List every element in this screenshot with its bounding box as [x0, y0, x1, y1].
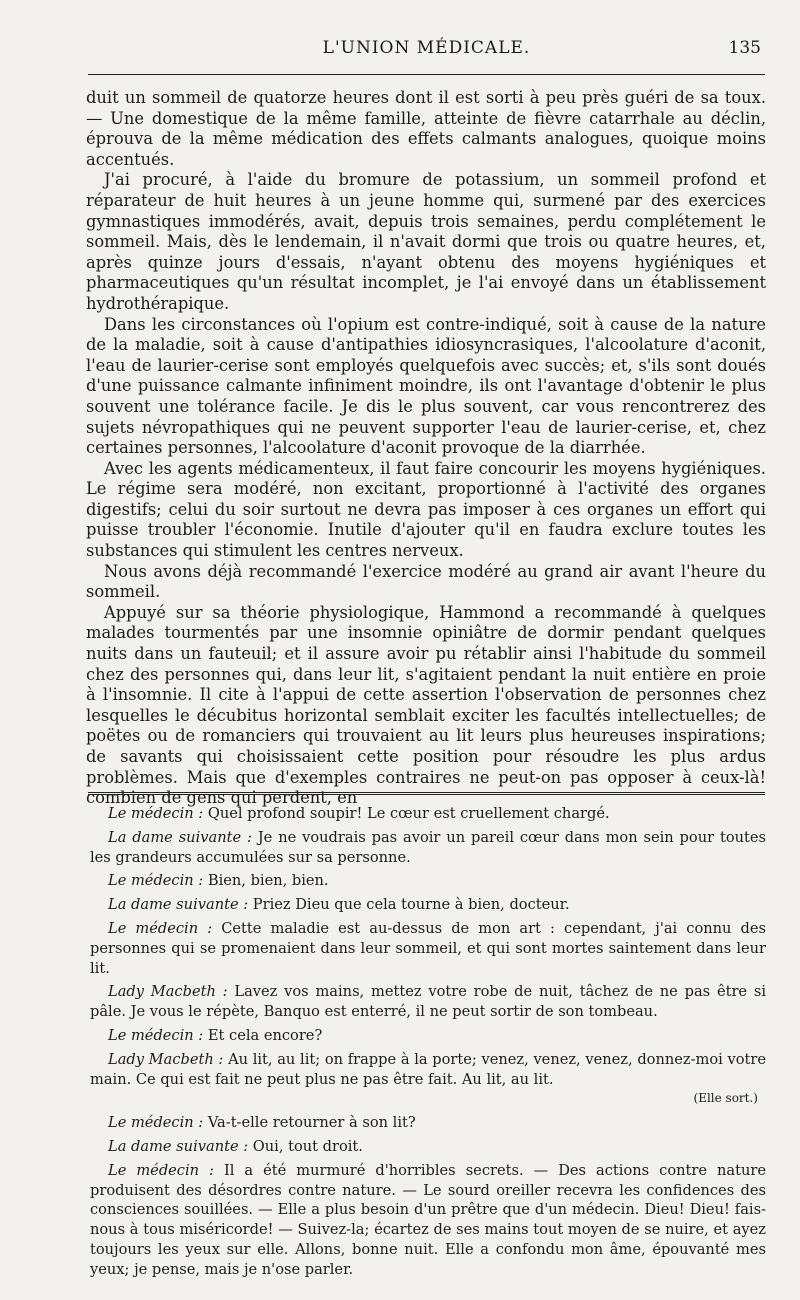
paragraph: duit un sommeil de quatorze heures dont il est sorti à peu près guéri de sa toux. — Une domestique de la même famille, atteinte de fièvre catarrhale au déclin, éprouva de la même médication des effets calmants analogues, quoique moins accentués. — [86, 88, 766, 169]
speaker: Le médecin : — [108, 919, 213, 937]
speaker: Le médecin : — [108, 1114, 204, 1132]
stage-direction: (Elle sort.) — [693, 1091, 758, 1106]
running-title: L'UNION MÉDICALE. — [322, 38, 531, 58]
paragraph: J'ai procuré, à l'aide du bromure de potassium, un sommeil profond et réparateur de huit heures à un jeune homme qui, surmené par des exercices gymnastiques immodérés, avait, depuis trois semaines, perdu complétement le sommeil. Mais, dès le lendemain, il n'avait dormi que trois ou quatre heures, et, après quinze jours d'essais, n'ayant obtenu des moyens hygiéniques et pharmaceutiques qu'un résultat incomplet, je l'ai envoyé dans un établissement hydrothérapique. — [86, 170, 766, 313]
dialogue-line — [90, 828, 766, 868]
line-text: Au lit, au lit; on frappe à la porte; venez, venez, venez, donnez-moi votre main. Ce qui est fait ne peut plus ne pas être fait. Au lit, au lit. — [90, 1050, 767, 1088]
footnote-separator — [88, 792, 765, 797]
line-text: Et cela encore? — [207, 1026, 323, 1044]
line-text: Cette maladie est au-dessus de mon art : cependant, j'ai connu des personnes qui se promenaient dans leur sommeil, et qui sont mortes saintement dans leur lit. — [90, 919, 767, 977]
speaker: Le médecin : — [108, 872, 204, 890]
page-header — [88, 38, 765, 68]
dialogue-line — [90, 871, 766, 891]
line-text: Lavez vos mains, mettez votre robe de nuit, tâchez de ne pas être si pâle. Je vous le répète, Banquo est enterré, il ne peut sortir de son tombeau. — [90, 983, 767, 1021]
speaker: Lady Macbeth : — [108, 1050, 224, 1068]
dialogue-line — [90, 1161, 766, 1280]
dialogue-line — [90, 1137, 766, 1157]
dialogue-excerpt — [90, 804, 766, 1284]
speaker: Le médecin : — [108, 805, 204, 822]
paragraph: Dans les circonstances où l'opium est contre-indiqué, soit à cause de la nature de la maladie, soit à cause d'antipathies idiosyncrasiques, l'alcoolature d'aconit, l'eau de laurier-cerise sont employés quelquefois avec succès; et, s'ils sont doués d'une puissance calmante infiniment moindre, ils ont l'avantage d'obtenir le plus souvent une tolérance facile. Je dis le plus souvent, car vous rencontrerez des sujets névropathiques qui ne peuvent supporter l'eau de laurier-cerise, et, chez certaines personnes, l'alcoolature d'aconit provoque de la diarrhée. — [86, 314, 766, 458]
line-text: Va-t-elle retourner à son lit? — [207, 1114, 416, 1132]
speaker: La dame suivante : — [108, 896, 249, 914]
dialogue-line — [90, 895, 766, 915]
line-text: Priez Dieu que cela tourne à bien, docteur. — [252, 896, 570, 914]
speaker: La dame suivante : — [108, 1137, 249, 1155]
speaker: La dame suivante : — [108, 828, 252, 846]
dialogue-line — [90, 1050, 766, 1090]
dialogue-line — [90, 982, 766, 1022]
header-rule — [88, 74, 765, 75]
speaker: Lady Macbeth : — [108, 983, 228, 1001]
speaker: Le médecin : — [108, 1161, 214, 1179]
paragraph: Nous avons déjà recommandé l'exercice modéré au grand air avant l'heure du sommeil. — [86, 561, 766, 602]
dialogue-line — [90, 919, 766, 978]
paragraph: Avec les agents médicamenteux, il faut faire concourir les moyens hygiéniques. Le régime sera modéré, non excitant, proportionné à l'activité des organes digestifs; celui du soir surtout ne devra pas imposer à ces organes un effort qui puisse troubler l'économie. Inutile d'ajouter qu'il en faudra exclure toutes les substances qui stimulent les centres nerveux. — [86, 458, 766, 561]
line-text: Je ne voudrais pas avoir un pareil cœur dans mon sein pour toutes les grandeurs accumulées sur sa personne. — [90, 828, 766, 866]
dialogue-line — [90, 804, 766, 824]
dialogue-line — [90, 1026, 766, 1046]
main-text — [86, 88, 766, 809]
line-text: Bien, bien, bien. — [207, 872, 329, 890]
line-text: Oui, tout droit. — [252, 1137, 363, 1155]
page-number: 135 — [728, 38, 761, 58]
line-text: Quel profond soupir! Le cœur est cruellement chargé. — [207, 805, 610, 822]
dialogue-line — [90, 1113, 766, 1133]
speaker: Le médecin : — [108, 1026, 204, 1044]
line-text: Il a été murmuré d'horribles secrets. — Des actions contre nature produisent des désordres contre nature. — Le sourd oreiller recevra les confidences des consciences souillées. — Elle a plus besoin d'un prêtre que d'un médecin. Dieu! Dieu! fais-nous à tous miséricorde! — Suivez-la; écartez de ses mains tout moyen de se nuire, et ayez toujours les yeux sur elle. Allons, bonne nuit. Elle a confondu mon âme, épouvanté mes yeux; je pense, mais je n'ose parler. — [90, 1161, 766, 1278]
paragraph: Appuyé sur sa théorie physiologique, Hammond a recommandé à quelques malades tourmentés par une insomnie opiniâtre de dormir pendant quelques nuits dans un fauteuil; et il assure avoir pu rétablir ainsi l'habitude du sommeil chez des personnes qui, dans leur lit, s'agitaient pendant la nuit entière en proie à l'insomnie. Il cite à l'appui de cette assertion l'observation de personnes chez lesquelles le décubitus horizontal semblait exciter les facultés intellectuelles; de poëtes ou de romanciers qui trouvaient au lit leurs plus heureuses inspirations; de savants qui choisissaient cette position pour résoudre les plus ardus problèmes. Mais que d'exemples contraires ne peut-on pas opposer à ceux-là! combien de gens qui perdent, en — [86, 602, 766, 808]
